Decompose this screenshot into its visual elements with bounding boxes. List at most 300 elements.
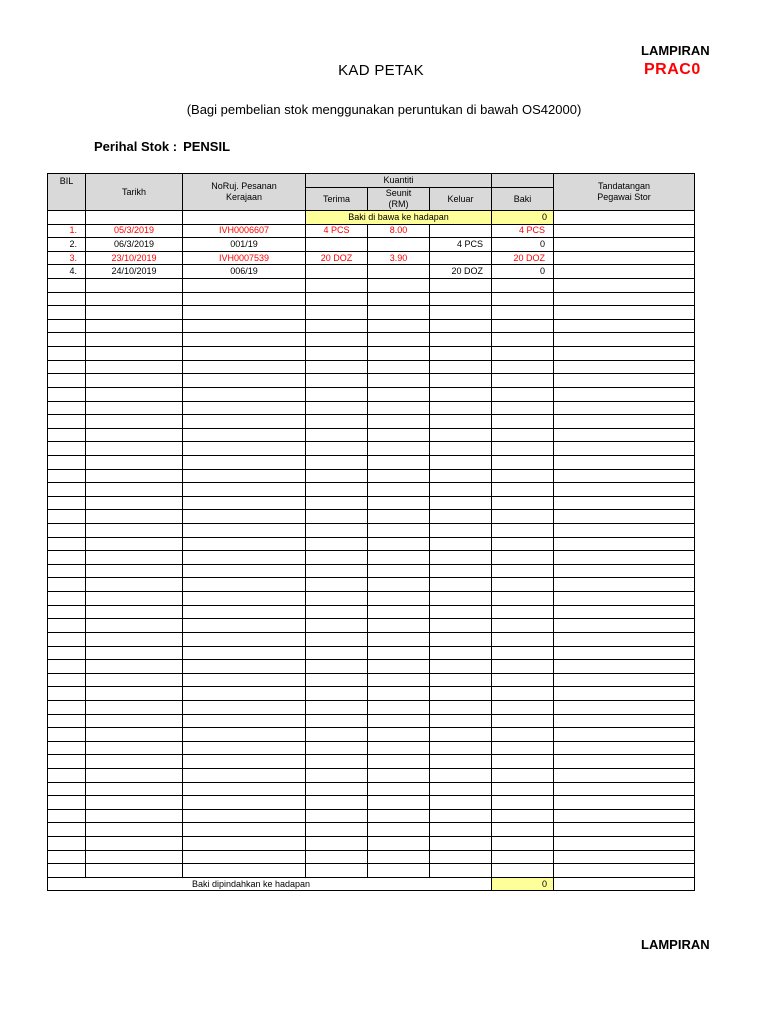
cell-baki	[492, 374, 554, 388]
cell-baki	[492, 578, 554, 592]
cell-bil	[48, 592, 86, 606]
cell-baki	[492, 551, 554, 565]
cell-sign	[554, 428, 695, 442]
cell-seunit	[368, 864, 430, 878]
cell	[86, 211, 183, 225]
cell-baki	[492, 605, 554, 619]
cell-seunit	[368, 374, 430, 388]
cell-terima	[306, 768, 368, 782]
cell-bil	[48, 551, 86, 565]
empty-row	[48, 387, 695, 401]
cell-keluar	[430, 632, 492, 646]
cell-terima	[306, 850, 368, 864]
cell-noruj	[183, 741, 306, 755]
cell-tarikh	[86, 333, 183, 347]
cell-seunit	[368, 455, 430, 469]
cell-noruj	[183, 660, 306, 674]
cell-sign	[554, 660, 695, 674]
cell-noruj	[183, 864, 306, 878]
empty-row	[48, 442, 695, 456]
cell-noruj: IVH0006607	[183, 224, 306, 238]
cell-terima	[306, 387, 368, 401]
cell-bil	[48, 782, 86, 796]
cell-noruj: 006/19	[183, 265, 306, 279]
cell-baki	[492, 306, 554, 320]
cell-bil	[48, 728, 86, 742]
cell-noruj	[183, 319, 306, 333]
cell-sign	[554, 537, 695, 551]
carry-out-value: 0	[492, 877, 554, 891]
cell-tarikh	[86, 796, 183, 810]
cell-terima	[306, 360, 368, 374]
cell-baki	[492, 660, 554, 674]
cell-tarikh	[86, 837, 183, 851]
lampiran-label-bottom: LAMPIRAN	[641, 937, 710, 952]
cell-bil	[48, 755, 86, 769]
cell-terima	[306, 347, 368, 361]
cell-terima	[306, 483, 368, 497]
cell-noruj	[183, 537, 306, 551]
table-row	[48, 224, 695, 238]
cell-noruj	[183, 401, 306, 415]
cell-sign	[554, 401, 695, 415]
cell-sign	[554, 687, 695, 701]
cell-bil	[48, 741, 86, 755]
cell-sign	[554, 782, 695, 796]
cell-baki	[492, 496, 554, 510]
cell-bil	[48, 768, 86, 782]
cell-keluar	[430, 755, 492, 769]
cell-keluar	[430, 510, 492, 524]
cell-tarikh	[86, 401, 183, 415]
col-header-terima: Terima	[306, 188, 368, 211]
cell-seunit	[368, 401, 430, 415]
cell-keluar	[430, 251, 492, 265]
page-title-text: KAD PETAK	[338, 62, 424, 79]
cell-seunit	[368, 673, 430, 687]
cell-baki	[492, 564, 554, 578]
cell-noruj	[183, 279, 306, 293]
cell-tarikh	[86, 728, 183, 742]
ledger-rows	[48, 224, 695, 877]
cell-bil	[48, 442, 86, 456]
cell-seunit	[368, 551, 430, 565]
cell-sign	[554, 768, 695, 782]
cell-terima: 4 PCS	[306, 224, 368, 238]
cell-keluar	[430, 496, 492, 510]
table-row	[48, 265, 695, 279]
cell-sign	[554, 524, 695, 538]
cell-terima	[306, 592, 368, 606]
cell-tarikh	[86, 551, 183, 565]
cell-bil	[48, 524, 86, 538]
cell-sign	[554, 265, 695, 279]
cell-baki	[492, 741, 554, 755]
cell-bil	[48, 700, 86, 714]
empty-row	[48, 809, 695, 823]
cell-sign	[554, 700, 695, 714]
cell-sign	[554, 510, 695, 524]
cell-keluar	[430, 646, 492, 660]
cell-bil	[48, 537, 86, 551]
cell-seunit	[368, 279, 430, 293]
cell-tarikh	[86, 823, 183, 837]
cell-keluar	[430, 823, 492, 837]
cell-keluar	[430, 700, 492, 714]
cell-baki: 4 PCS	[492, 224, 554, 238]
cell-noruj	[183, 646, 306, 660]
empty-row	[48, 347, 695, 361]
cell-noruj	[183, 292, 306, 306]
cell-terima	[306, 809, 368, 823]
cell-seunit	[368, 809, 430, 823]
cell-noruj: IVH0007539	[183, 251, 306, 265]
cell-seunit	[368, 741, 430, 755]
cell-keluar	[430, 347, 492, 361]
cell-terima	[306, 741, 368, 755]
cell-terima	[306, 660, 368, 674]
cell-baki: 20 DOZ	[492, 251, 554, 265]
table-row	[48, 251, 695, 265]
cell-keluar	[430, 455, 492, 469]
cell-baki	[492, 319, 554, 333]
cell-noruj	[183, 428, 306, 442]
perihal-value: PENSIL	[183, 139, 231, 154]
cell-baki	[492, 673, 554, 687]
col-header-baki: Baki	[492, 188, 554, 211]
cell-noruj	[183, 483, 306, 497]
cell-bil	[48, 415, 86, 429]
empty-row	[48, 455, 695, 469]
cell-seunit	[368, 646, 430, 660]
cell-baki	[492, 796, 554, 810]
cell-baki	[492, 537, 554, 551]
cell-tarikh	[86, 415, 183, 429]
cell-tarikh	[86, 673, 183, 687]
cell-keluar	[430, 837, 492, 851]
cell-seunit	[368, 483, 430, 497]
col-header-kuantiti: Kuantiti	[306, 174, 492, 188]
empty-row	[48, 660, 695, 674]
cell-noruj	[183, 714, 306, 728]
cell-keluar	[430, 741, 492, 755]
cell-tarikh	[86, 687, 183, 701]
cell-seunit	[368, 782, 430, 796]
cell-bil	[48, 496, 86, 510]
cell-noruj	[183, 510, 306, 524]
col-header-blank	[492, 174, 554, 188]
cell-tarikh: 06/3/2019	[86, 238, 183, 252]
cell-seunit	[368, 714, 430, 728]
cell-bil	[48, 673, 86, 687]
cell-noruj	[183, 578, 306, 592]
cell-noruj	[183, 455, 306, 469]
cell-seunit	[368, 619, 430, 633]
cell-seunit	[368, 306, 430, 320]
empty-row	[48, 605, 695, 619]
cell-sign	[554, 483, 695, 497]
cell-bil	[48, 455, 86, 469]
cell-keluar	[430, 687, 492, 701]
cell-sign	[554, 551, 695, 565]
carry-out-label: Baki dipindahkan ke hadapan	[48, 877, 492, 891]
cell-baki	[492, 632, 554, 646]
cell-seunit	[368, 292, 430, 306]
empty-row	[48, 592, 695, 606]
cell-noruj	[183, 551, 306, 565]
cell-seunit	[368, 496, 430, 510]
cell-baki	[492, 510, 554, 524]
cell-seunit	[368, 564, 430, 578]
cell-noruj	[183, 728, 306, 742]
cell-bil	[48, 578, 86, 592]
cell-sign	[554, 469, 695, 483]
cell-keluar	[430, 864, 492, 878]
cell-terima	[306, 306, 368, 320]
cell-tarikh	[86, 374, 183, 388]
cell-terima	[306, 796, 368, 810]
empty-row	[48, 483, 695, 497]
cell-tarikh	[86, 578, 183, 592]
empty-row	[48, 333, 695, 347]
cell-baki: 0	[492, 265, 554, 279]
cell-bil	[48, 796, 86, 810]
empty-row	[48, 823, 695, 837]
cell-noruj	[183, 415, 306, 429]
cell-keluar: 20 DOZ	[430, 265, 492, 279]
cell-sign	[554, 251, 695, 265]
form-code: PRAC0	[644, 61, 701, 78]
cell-sign	[554, 809, 695, 823]
cell-noruj	[183, 768, 306, 782]
cell-baki	[492, 619, 554, 633]
cell-tarikh	[86, 782, 183, 796]
cell-sign	[554, 292, 695, 306]
cell-seunit	[368, 768, 430, 782]
cell-terima	[306, 700, 368, 714]
cell-bil	[48, 823, 86, 837]
empty-row	[48, 632, 695, 646]
col-header-bil: BIL	[48, 174, 86, 211]
cell-noruj	[183, 564, 306, 578]
cell-tarikh	[86, 319, 183, 333]
carry-in-row	[48, 211, 695, 225]
cell-sign	[554, 224, 695, 238]
cell-sign	[554, 605, 695, 619]
cell-sign	[554, 728, 695, 742]
cell-baki	[492, 700, 554, 714]
cell-bil	[48, 306, 86, 320]
empty-row	[48, 360, 695, 374]
cell-keluar	[430, 551, 492, 565]
cell-baki	[492, 415, 554, 429]
cell-baki	[492, 755, 554, 769]
cell-noruj	[183, 347, 306, 361]
cell-noruj	[183, 306, 306, 320]
empty-row	[48, 374, 695, 388]
empty-row	[48, 741, 695, 755]
cell-seunit	[368, 850, 430, 864]
cell-terima	[306, 374, 368, 388]
cell-tarikh	[86, 496, 183, 510]
cell-keluar	[430, 673, 492, 687]
empty-row	[48, 319, 695, 333]
cell-sign	[554, 646, 695, 660]
cell-terima	[306, 605, 368, 619]
cell-terima	[306, 415, 368, 429]
ledger-table	[47, 173, 695, 891]
cell-tarikh	[86, 524, 183, 538]
cell-baki	[492, 864, 554, 878]
cell-bil: 2.	[48, 238, 86, 252]
cell-bil	[48, 632, 86, 646]
cell-bil	[48, 374, 86, 388]
cell-keluar	[430, 483, 492, 497]
cell	[48, 211, 86, 225]
cell-keluar	[430, 850, 492, 864]
cell-seunit	[368, 524, 430, 538]
cell-noruj	[183, 687, 306, 701]
cell-seunit	[368, 333, 430, 347]
cell-sign	[554, 333, 695, 347]
cell-baki	[492, 850, 554, 864]
header-row-1	[48, 174, 695, 188]
cell-bil	[48, 319, 86, 333]
cell-tarikh	[86, 387, 183, 401]
cell-keluar	[430, 605, 492, 619]
carry-out-row	[48, 877, 695, 891]
cell-noruj	[183, 605, 306, 619]
cell-seunit	[368, 238, 430, 252]
cell-keluar	[430, 428, 492, 442]
cell-noruj	[183, 387, 306, 401]
cell-bil: 4.	[48, 265, 86, 279]
cell-sign	[554, 374, 695, 388]
cell-sign	[554, 306, 695, 320]
cell-tarikh: 24/10/2019	[86, 265, 183, 279]
page-subtitle: (Bagi pembelian stok menggunakan peruntukan di bawah OS42000)	[186, 102, 582, 117]
cell-terima	[306, 564, 368, 578]
cell-terima	[306, 319, 368, 333]
cell-seunit	[368, 728, 430, 742]
cell-keluar	[430, 714, 492, 728]
cell-seunit	[368, 415, 430, 429]
cell-terima	[306, 619, 368, 633]
empty-row	[48, 687, 695, 701]
cell-bil	[48, 428, 86, 442]
empty-row	[48, 292, 695, 306]
empty-row	[48, 782, 695, 796]
cell-tarikh	[86, 428, 183, 442]
cell-keluar	[430, 333, 492, 347]
cell-noruj	[183, 632, 306, 646]
col-header-seunit: Seunit (RM)	[368, 188, 430, 211]
cell-noruj	[183, 809, 306, 823]
cell-baki	[492, 483, 554, 497]
cell-keluar	[430, 279, 492, 293]
cell-sign	[554, 592, 695, 606]
cell-terima	[306, 524, 368, 538]
cell-terima	[306, 510, 368, 524]
cell-terima	[306, 823, 368, 837]
cell-baki	[492, 333, 554, 347]
cell-keluar	[430, 387, 492, 401]
cell-sign	[554, 442, 695, 456]
cell-keluar	[430, 619, 492, 633]
cell-terima	[306, 469, 368, 483]
cell-noruj	[183, 823, 306, 837]
cell-seunit	[368, 660, 430, 674]
cell-noruj	[183, 524, 306, 538]
cell-terima	[306, 265, 368, 279]
cell-terima	[306, 755, 368, 769]
cell-terima	[306, 333, 368, 347]
cell-seunit	[368, 796, 430, 810]
cell-keluar	[430, 537, 492, 551]
cell-terima	[306, 238, 368, 252]
cell-sign	[554, 796, 695, 810]
cell-seunit	[368, 442, 430, 456]
perihal-label: Perihal Stok :	[94, 139, 178, 154]
cell-tarikh	[86, 741, 183, 755]
cell-baki	[492, 714, 554, 728]
cell-sign	[554, 238, 695, 252]
empty-row	[48, 496, 695, 510]
cell-tarikh: 05/3/2019	[86, 224, 183, 238]
cell-sign	[554, 455, 695, 469]
cell-seunit: 3.90	[368, 251, 430, 265]
cell-noruj	[183, 619, 306, 633]
cell-tarikh	[86, 646, 183, 660]
cell-noruj	[183, 700, 306, 714]
cell-seunit	[368, 755, 430, 769]
cell-tarikh	[86, 660, 183, 674]
empty-row	[48, 537, 695, 551]
empty-row	[48, 837, 695, 851]
cell-seunit	[368, 823, 430, 837]
cell-bil	[48, 360, 86, 374]
cell-terima	[306, 442, 368, 456]
cell-seunit	[368, 592, 430, 606]
cell-bil	[48, 333, 86, 347]
cell-terima	[306, 632, 368, 646]
empty-row	[48, 564, 695, 578]
cell-tarikh	[86, 537, 183, 551]
cell-bil	[48, 837, 86, 851]
cell-seunit	[368, 687, 430, 701]
cell-tarikh	[86, 469, 183, 483]
cell-bil	[48, 347, 86, 361]
cell-noruj	[183, 374, 306, 388]
empty-row	[48, 864, 695, 878]
cell-bil	[48, 605, 86, 619]
cell-sign	[554, 319, 695, 333]
cell-sign	[554, 864, 695, 878]
cell-keluar	[430, 469, 492, 483]
cell-tarikh	[86, 864, 183, 878]
cell-tarikh	[86, 592, 183, 606]
cell-baki	[492, 455, 554, 469]
cell-noruj	[183, 592, 306, 606]
cell-seunit	[368, 469, 430, 483]
col-header-noruj: NoRuj. Pesanan Kerajaan	[183, 174, 306, 211]
cell-sign	[554, 360, 695, 374]
cell-noruj	[183, 360, 306, 374]
cell-noruj	[183, 496, 306, 510]
cell-seunit	[368, 387, 430, 401]
empty-row	[48, 551, 695, 565]
cell-seunit	[368, 537, 430, 551]
